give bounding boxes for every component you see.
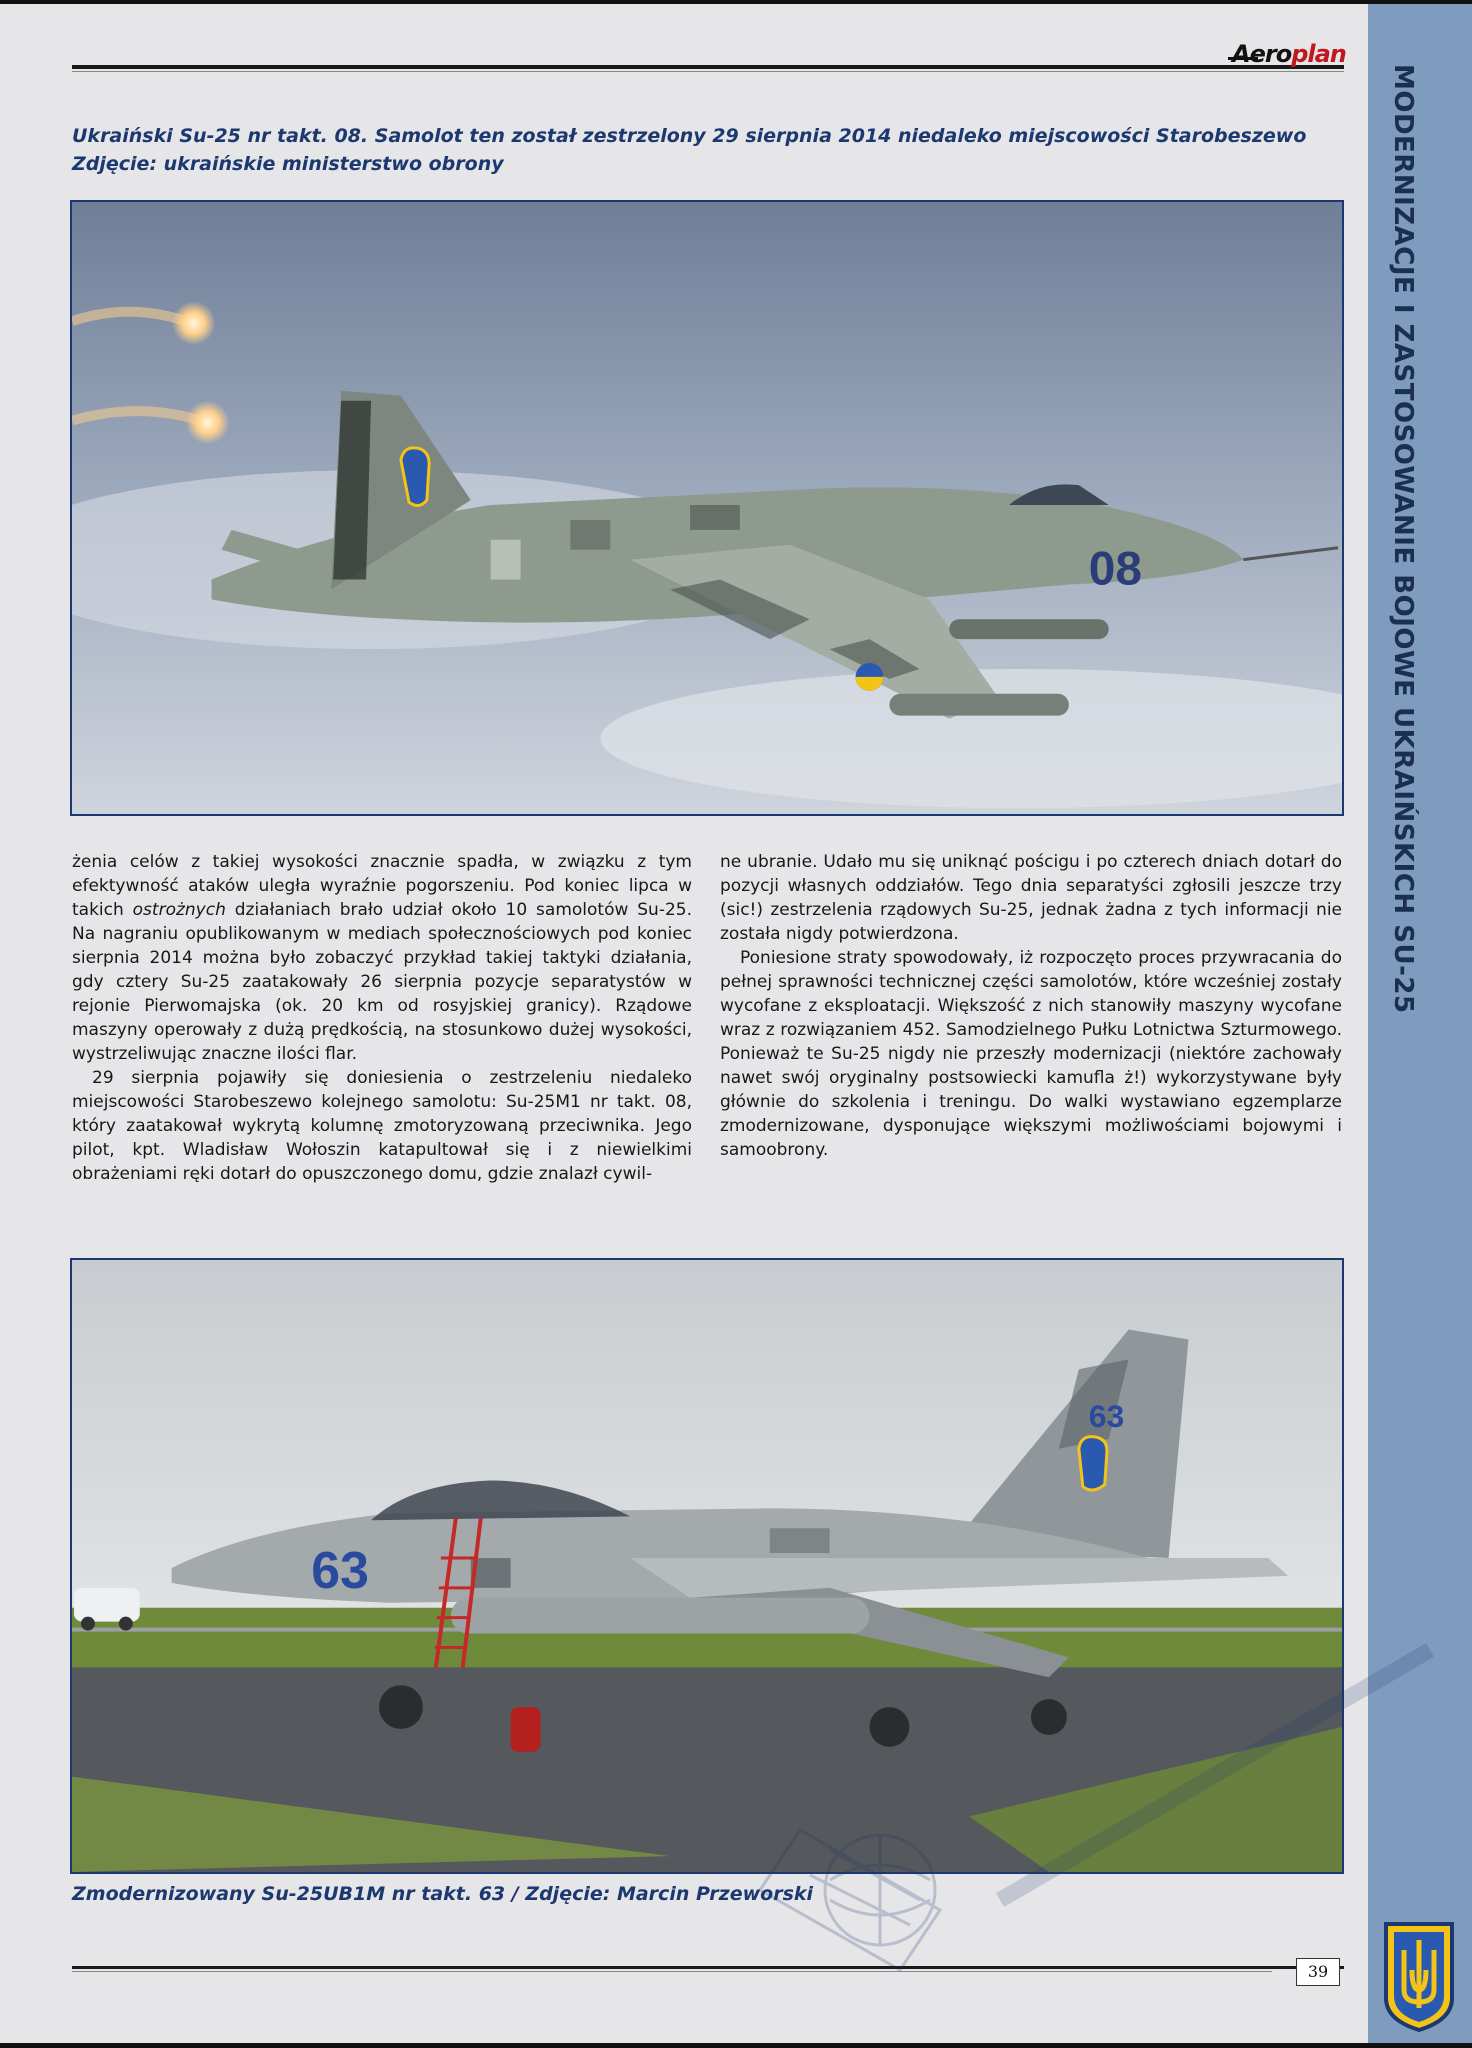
col1-p1-emphasis: ostrożnych: [132, 900, 226, 920]
article-column-1: [72, 850, 692, 1186]
page-bottom-border: [0, 2043, 1472, 2048]
bottom-photo-image: [72, 1260, 1342, 1872]
top-photo-caption-line2: Zdjęcie: ukraińskie ministerstwo obrony: [72, 153, 504, 175]
bottom-photo-su25ub1m-63: [70, 1258, 1344, 1874]
col1-paragraph-2: 29 sierpnia pojawiły się doniesienia o zestrzeleniu niedaleko miejscowości Starobeszewo kolejnego samolotu: Su-25M1 nr takt. 08, który zaatakował wykrytą kolumnę zmotoryzowaną przeciwnika. Jego pilot, kpt. Wladisław Wołoszin katapultował się i z niewielkimi obrażeniami ręki dotarł do opuszczonego domu, gdzie znalazł cywil-: [72, 1068, 692, 1184]
top-photo-caption-line1: Ukraiński Su-25 nr takt. 08. Samolot ten został zestrzelony 29 sierpnia 2014 niedaleko miejscowości Starobeszewo: [72, 125, 1307, 147]
top-tail-number: 08: [1088, 542, 1143, 596]
page-top-border: [0, 0, 1472, 4]
col1-paragraph-1: [72, 850, 692, 1066]
col1-p1-text-b: działaniach brało udział około 10 samolotów Su-25. Na nagraniu opublikowanym w mediach społecznościowych pod koniec sierpnia 2014 można było zobaczyć przykład takiej taktyki działania, gdy cztery Su-25 zaatakowały 26 sierpnia pozycje separatystów w rejonie Pierwomajska (ok. 20 km od rosyjskiej granicy). Rządowe maszyny operowały z dużą prędkością, na stosunkowo dużej wysokości, wystrzeliwując znaczne ilości flar.: [72, 900, 692, 1064]
bottom-photo-caption: Zmodernizowany Su-25UB1M nr takt. 63 / Zdjęcie: Marcin Przeworski: [72, 1883, 814, 1905]
logo-main: Aero: [1232, 40, 1292, 68]
bottom-tail-number: 63: [311, 1540, 369, 1599]
article-column-2: [720, 850, 1342, 1162]
header-rule-thin: [72, 71, 1344, 72]
svg-text:63: 63: [1088, 1397, 1125, 1434]
ukraine-trident-emblem-icon: [1382, 1920, 1456, 2032]
page-number: 39: [1296, 1958, 1340, 1986]
sidebar-title: MODERNIZACJE I ZASTOSOWANIE BOJOWE UKRAIŃSKICH SU-25: [1388, 64, 1418, 1014]
top-photo-image: [72, 202, 1342, 814]
chapter-sidebar: [1368, 4, 1472, 2043]
top-photo-su25-08: [70, 200, 1344, 816]
header-rule: [72, 65, 1344, 69]
footer-rule-thin: [72, 1971, 1272, 1972]
col2-paragraph-1: ne ubranie. Udało mu się uniknąć pościgu i po czterech dniach dotarł do pozycji własnych oddziałów. Tego dnia separatyści zgłosili jeszcze trzy (sic!) zestrzelenia rządowych Su-25, jednak żadna z tych informacji nie została nigdy potwierdzona.: [720, 852, 1342, 944]
logo-accent: plan: [1291, 40, 1346, 68]
footer-rule: [72, 1966, 1344, 1969]
magazine-logo: [1232, 40, 1344, 70]
col1-p1-text-a: żenia celów z takiej wysokości znacznie spadła, w związku z tym efektywność ataków uległa wyraźnie pogorszeniu. Pod koniec lipca w takich: [72, 852, 692, 920]
col2-paragraph-2: Poniesione straty spowodowały, iż rozpoczęto proces przywracania do pełnej sprawności technicznej części samolotów, które wcześniej zostały wycofane z eksploatacji. Większość z nich stanowiły maszyny wycofane wraz z rozwiązaniem 452. Samodzielnego Pułku Lotnictwa Szturmowego. Ponieważ te Su-25 nigdy nie przeszły modernizacji (niektóre zachowały nawet swój oryginalny postsowiecki kamufla ż!) wykorzystywane były głównie do szkolenia i treningu. Do walki wystawiano egzemplarze zmodernizowane, dysponujące większymi możliwościami bojowymi i samoobrony.: [720, 948, 1342, 1160]
top-photo-caption: [72, 122, 1342, 178]
